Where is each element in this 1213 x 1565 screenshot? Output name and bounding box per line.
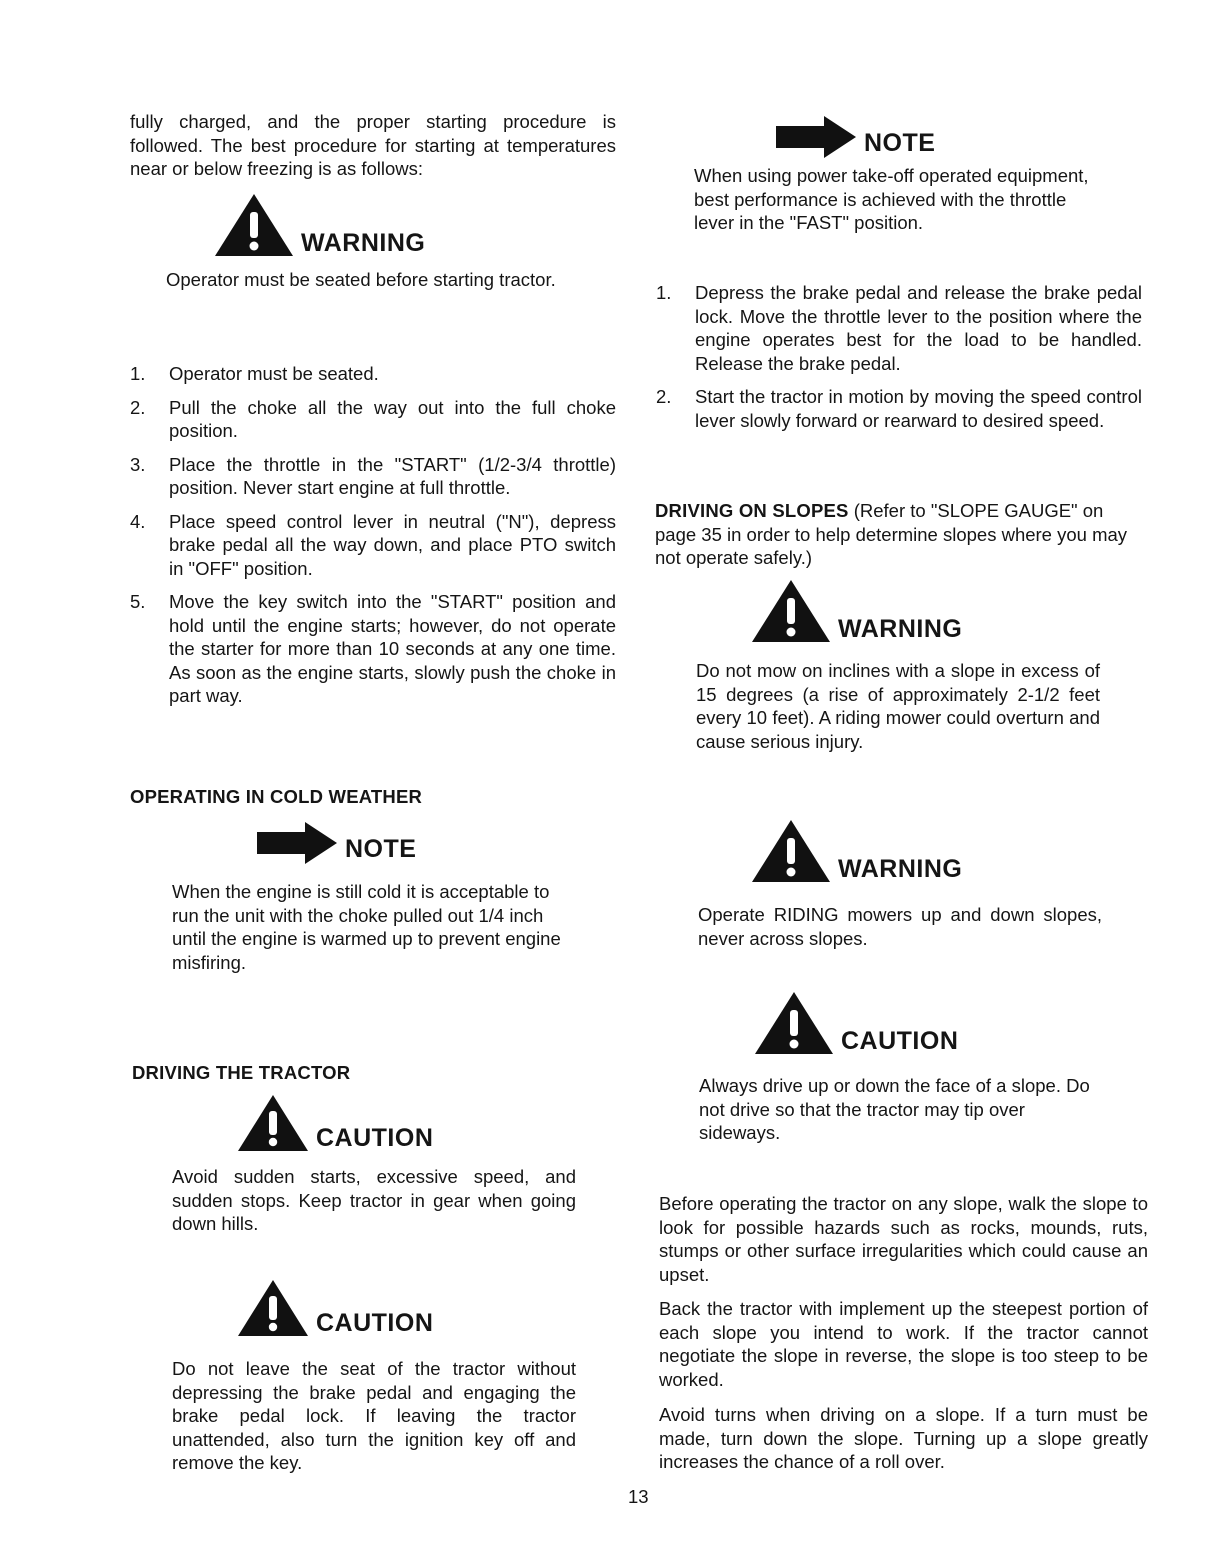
warning-label: WARNING [838,615,963,643]
note-badge-cold [257,822,416,864]
caution-text: Do not leave the seat of the tractor without depressing the brake pedal and engaging the brake pedal lock. If leaving the tractor unattended, also turn the ignition key off and remove the key. [172,1358,576,1473]
caution-label: CAUTION [316,1124,434,1152]
list-item [130,396,616,443]
list-item [130,590,616,708]
starting-steps-list [130,362,616,718]
note-arrow-icon [776,116,858,158]
step-number: 1. [130,363,146,384]
warning-text: Operator must be seated before starting tractor. [166,269,556,290]
note-arrow-icon [257,822,339,864]
caution-badge-2 [236,1278,433,1338]
step-text: Pull the choke all the way out into the full choke position. [169,396,616,441]
step-text: Place the throttle in the "START" (1/2-3/4 throttle) position. Never start engine at full throttle. [169,453,616,498]
caution-badge-3 [753,990,958,1056]
caution-triangle-icon [236,1093,310,1153]
driving-slopes-heading: DRIVING ON SLOPES [655,500,849,521]
step-number: 4. [130,510,146,532]
step-number: 2. [130,396,146,418]
note-text: When using power take-off operated equipment, best performance is achieved with the throttle lever in the "FAST" position. [694,165,1089,233]
caution-badge-1 [236,1093,433,1153]
caution-label: CAUTION [841,1027,959,1055]
caution-triangle-icon [236,1278,310,1338]
warning-badge-2 [750,578,962,644]
driving-steps-list [656,281,1142,442]
note-badge-pto [776,116,935,158]
step-text: Move the key switch into the "START" position and hold until the engine starts; however, do not operate the starter for more than 10 seconds at any one time. As soon as the engine starts, slowly push the choke in part way. [169,591,616,706]
note-label: NOTE [345,835,417,863]
warning-text: Do not mow on inclines with a slope in excess of 15 degrees (a rise of approximately 2-1/2 feet every 10 feet). A riding mower could overturn and cause serious injury. [696,660,1100,752]
note-label: NOTE [864,129,936,157]
warning-label: WARNING [301,229,426,257]
warning-triangle-icon [750,818,832,884]
step-number: 3. [130,453,146,475]
driving-tractor-heading: DRIVING THE TRACTOR [132,1062,351,1083]
list-item [130,453,616,500]
step-number: 1. [656,282,672,303]
warning-triangle-icon [213,192,295,258]
step-text: Start the tractor in motion by moving the speed control lever slowly forward or rearward to desired speed. [695,386,1142,431]
intro-paragraph: fully charged, and the proper starting procedure is followed. The best procedure for starting at temperatures near or below freezing is as follows: [130,111,616,179]
step-number: 5. [130,591,146,612]
list-item [130,362,616,386]
warning-badge-3 [750,818,962,884]
caution-label: CAUTION [316,1309,434,1337]
slope-paragraph-1: Before operating the tractor on any slope, walk the slope to look for possible hazards such as rocks, mounds, ruts, stumps or other surface irregularities which could cause an upset. [659,1193,1148,1285]
list-item [130,510,616,581]
warning-text: Operate RIDING mowers up and down slopes, never across slopes. [698,904,1102,949]
slope-paragraph-2: Back the tractor with implement up the steepest portion of each slope you intend to work. If the tractor cannot negotiate the slope in reverse, the slope is too steep to be worked. [659,1298,1148,1390]
list-item [656,385,1142,432]
warning-badge-1 [213,192,425,258]
note-text: When the engine is still cold it is acceptable to run the unit with the choke pulled out 1/4 inch until the engine is warmed up to prevent engine misfiring. [172,881,561,973]
step-text: Place speed control lever in neutral ("N"), depress brake pedal all the way down, and place PTO switch in "OFF" position. [169,510,616,579]
step-text: Depress the brake pedal and release the brake pedal lock. Move the throttle lever to the position where the engine operates best for the load to be handled. Release the brake pedal. [695,282,1142,374]
list-item [656,281,1142,375]
slope-paragraph-3: Avoid turns when driving on a slope. If a turn must be made, turn down the slope. Turning up a slope greatly increases the chance of a roll over. [659,1404,1148,1472]
caution-triangle-icon [753,990,835,1056]
warning-label: WARNING [838,855,963,883]
step-text: Operator must be seated. [169,363,379,384]
driving-slopes-text: (Refer to "SLOPE GAUGE" on page 35 in order to help determine slopes where you may not operate safely.) [655,500,1128,568]
caution-text: Avoid sudden starts, excessive speed, and sudden stops. Keep tractor in gear when going down hills. [172,1166,576,1234]
page-number: 13 [628,1486,649,1507]
cold-weather-heading: OPERATING IN COLD WEATHER [130,786,423,807]
step-number: 2. [656,386,672,407]
warning-triangle-icon [750,578,832,644]
caution-text: Always drive up or down the face of a slope. Do not drive so that the tractor may tip over sideways. [699,1075,1090,1143]
driving-slopes-paragraph [655,499,1143,570]
